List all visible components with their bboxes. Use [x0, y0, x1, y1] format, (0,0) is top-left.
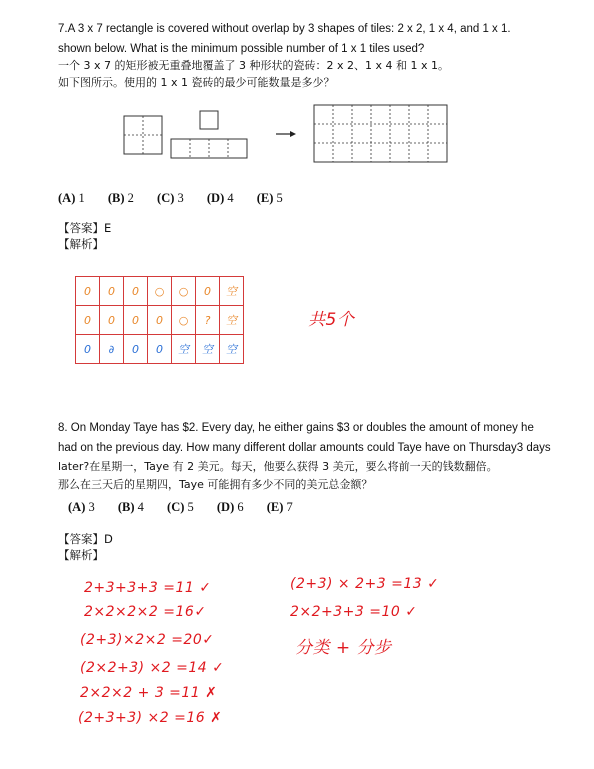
rectangle-3x7 [314, 105, 447, 162]
q7-line-4: 如下图所示。使用的 1 x 1 瓷砖的最少可能数量是多少？ [58, 76, 335, 89]
q8-choice-d[interactable]: (D) 6 [216, 500, 244, 514]
grid-cell: 0 [124, 277, 148, 306]
q8-line-2: had on the previous day. How many different dollar amounts could Taye have on Thursday3 days [58, 442, 551, 454]
tile-2x2 [124, 116, 162, 154]
q8-line-3: later?在星期一，Taye 有 2 美元。每天，他要么获得 3 美元，要么将前一天的钱数翻倍。 [58, 460, 498, 473]
grid-cell: ○ [172, 306, 196, 335]
q7-analysis-tag: 【解析】 [58, 237, 104, 251]
grid-cell: 0 [76, 306, 100, 335]
q8-work-left-3: (2+3)×2×2 =20✓ [80, 632, 215, 648]
grid-cell: ○ [172, 277, 196, 306]
grid-cell: 0 [196, 277, 220, 306]
q8-choice-b[interactable]: (B) 4 [117, 500, 144, 514]
q7-line-1: 7.A 3 x 7 rectangle is covered without overlap by 3 shapes of tiles: 2 x 2, 1 x 4, and 1 x 1. [58, 23, 511, 35]
grid-cell: 空 [196, 335, 220, 364]
grid-cell: 0 [124, 306, 148, 335]
q7-choice-e[interactable]: (E) 5 [256, 191, 283, 205]
grid-cell: 0 [124, 335, 148, 364]
grid-cell: 0 [76, 335, 100, 364]
grid-cell: 空 [220, 306, 244, 335]
q7-choice-c[interactable]: (C) 3 [157, 191, 184, 205]
grid-cell: 0 [100, 306, 124, 335]
q8-work-left-1: 2+3+3+3 =11 ✓ [84, 580, 212, 596]
grid-cell: 空 [172, 335, 196, 364]
q8-work-right-2: 2×2+3+3 =10 ✓ [290, 604, 418, 620]
q8-analysis-tag: 【解析】 [58, 548, 104, 562]
grid-row [76, 306, 244, 335]
q8-work-right-1: (2+3) × 2+3 =13 ✓ [290, 576, 440, 592]
q7-line-3: 一个 3 x 7 的矩形被无重叠地覆盖了 3 种形状的瓷砖：2 x 2、1 x 4 和 1 x 1。 [58, 59, 449, 72]
q8-work-left-5: 2×2×2 + 3 =11 ✗ [80, 685, 218, 701]
tile-1x1 [200, 111, 218, 129]
q8-work-right-3: 分类 + 分步 [295, 638, 392, 658]
q8-work-left-6: (2+3+3) ×2 =16 ✗ [78, 710, 223, 726]
q8-choice-e[interactable]: (E) 7 [266, 500, 293, 514]
grid-cell: 0 [148, 306, 172, 335]
q8-line-4: 那么在三天后的星期四，Taye 可能拥有多少不同的美元总金额？ [58, 478, 373, 491]
q7-choice-d[interactable]: (D) 4 [206, 191, 234, 205]
q8-line-1: 8. On Monday Taye has $2. Every day, he either gains $3 or doubles the amount of money he [58, 422, 534, 434]
tile-1x4 [171, 139, 247, 158]
solution-grid [75, 276, 244, 364]
grid-cell: 空 [220, 335, 244, 364]
arrow-right-icon [276, 131, 296, 137]
grid-cell: ∂ [100, 335, 124, 364]
tile-shapes-figure [0, 100, 594, 200]
q8-choice-c[interactable]: (C) 5 [167, 500, 194, 514]
q8-work-left-4: (2×2+3) ×2 =14 ✓ [80, 660, 225, 676]
q7-choice-a[interactable]: (A) 1 [58, 191, 85, 205]
q8-choice-a[interactable]: (A) 3 [68, 500, 95, 514]
grid-cell: ? [196, 306, 220, 335]
q7-line-2: shown below. What is the minimum possible number of 1 x 1 tiles used? [58, 43, 425, 55]
q7-answer-tag: 【答案】E [58, 221, 112, 235]
q7-choices [58, 191, 303, 206]
grid-cell: 0 [148, 335, 172, 364]
grid-row [76, 335, 244, 364]
q7-choice-b[interactable]: (B) 2 [107, 191, 134, 205]
q7-handwritten-note: 共5个 [308, 310, 355, 330]
q8-answer-tag: 【答案】D [58, 532, 113, 546]
grid-cell: ○ [148, 277, 172, 306]
grid-cell: 0 [76, 277, 100, 306]
grid-row [76, 277, 244, 306]
q8-choices [68, 500, 313, 515]
grid-cell: 0 [100, 277, 124, 306]
q8-work-left-2: 2×2×2×2 =16✓ [84, 604, 207, 620]
grid-cell: 空 [220, 277, 244, 306]
